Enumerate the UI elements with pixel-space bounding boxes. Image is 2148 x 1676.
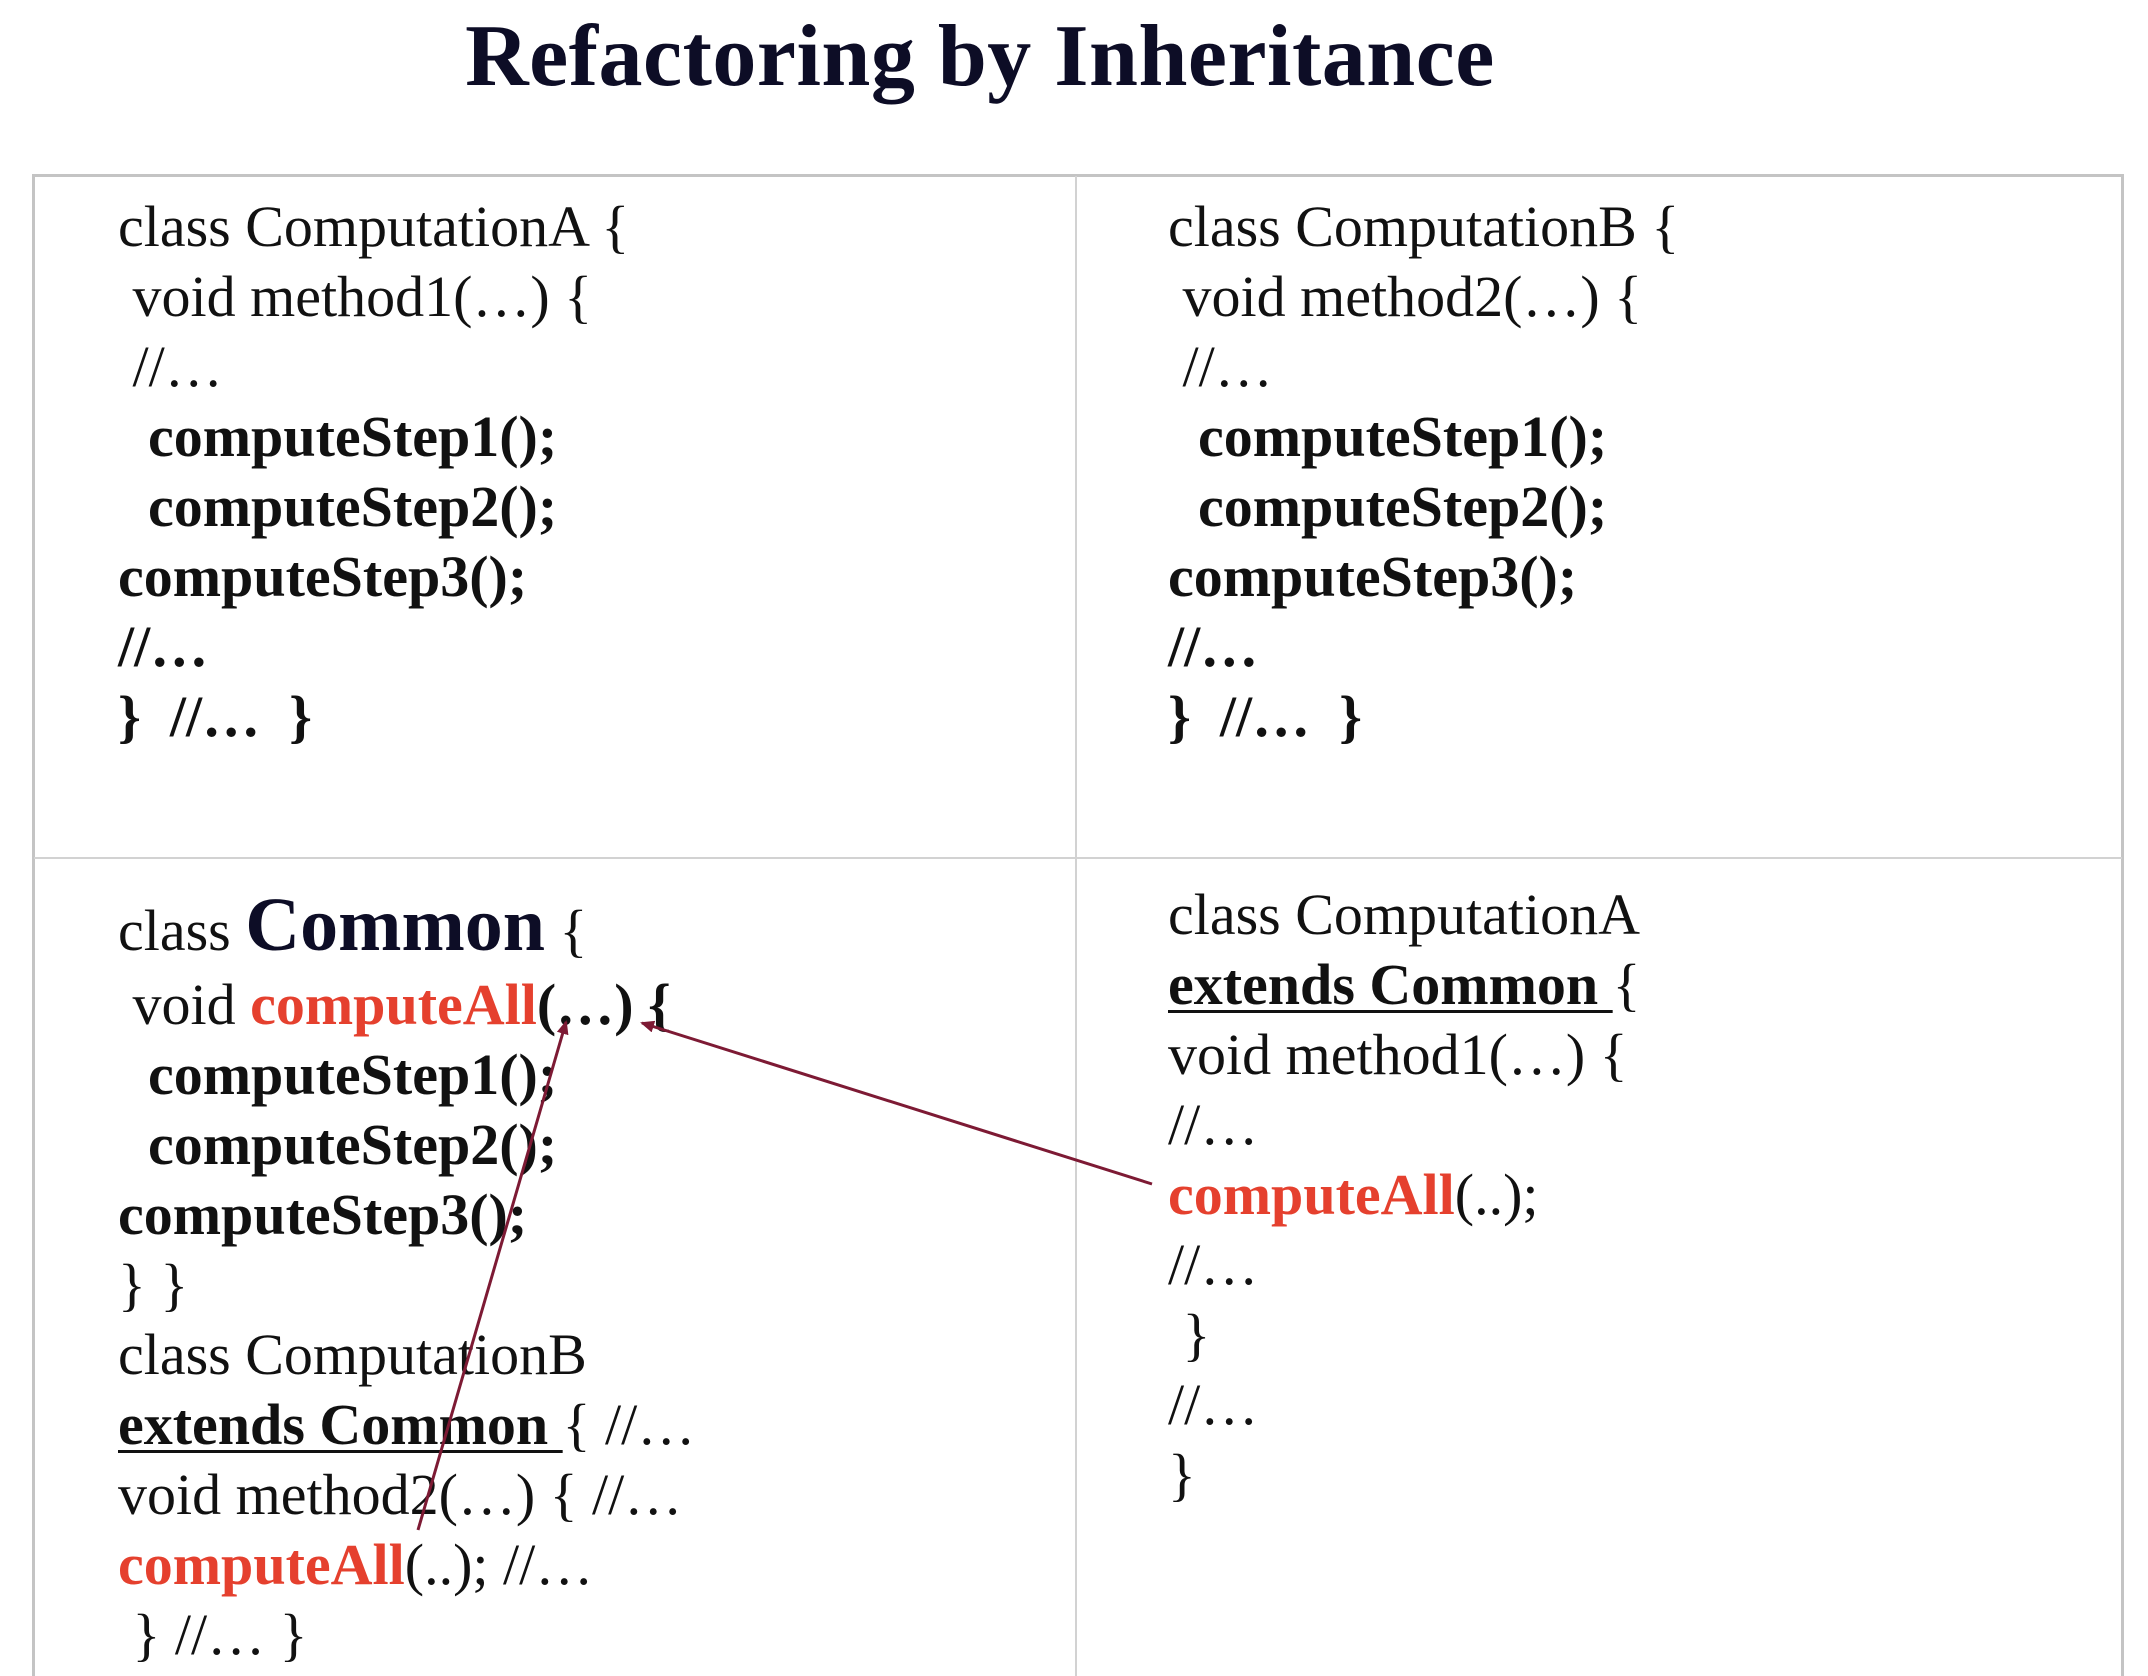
code-line: computeStep1(); [148,1042,558,1107]
code-line: } [1168,1302,1211,1367]
code-line: computeStep1(); [148,404,558,469]
code-line: computeStep3(); [118,1182,528,1247]
code-line: //… [1168,1232,1259,1297]
code-line: void method2(…) { [1168,264,1643,329]
code-rest: { //… [562,1392,696,1457]
arrow-from-computation-a [642,1023,1152,1184]
code-line: class ComputationB [118,1322,587,1387]
compute-all-call-b: computeAll [118,1532,405,1597]
code-line: } } [118,1252,189,1317]
code-line: } [1168,1442,1196,1507]
args: (…) { [536,972,671,1037]
code-line: void method2(…) { //… [118,1462,683,1527]
code-rest: (..); [1454,1162,1539,1227]
code-line: } //… } [118,684,312,749]
code-line: //… [118,334,223,399]
compute-all-definition: computeAll [250,972,537,1037]
code-line: computeStep3(); [118,544,528,609]
extends-common: extends Common [1168,952,1613,1017]
code-line: //… [1168,614,1259,679]
code-line: } //… } [118,1602,308,1667]
code-line: class ComputationB { [1168,194,1680,259]
code-rest: { [1612,952,1641,1017]
code-line: computeStep2(); [1198,474,1608,539]
page-title: Refactoring by Inheritance [465,8,1495,105]
code-line: computeStep2(); [148,474,558,539]
code-rest: (..); //… [404,1532,594,1597]
class-name-common: Common [245,883,546,967]
code-line: class ComputationA [1168,882,1641,947]
compute-all-call-a: computeAll [1168,1162,1455,1227]
arrow-from-computation-b [418,1022,566,1530]
code-line: computeStep3(); [1168,544,1578,609]
keyword: void [118,972,251,1037]
extends-common: extends Common [118,1392,563,1457]
code-line: //… [1168,1092,1259,1157]
code-line: //… [1168,1372,1259,1437]
code-line: void method1(…) { [118,264,593,329]
code-line: } //… } [1168,684,1362,749]
code-line: void method1(…) { [1168,1022,1628,1087]
keyword: class [118,898,246,963]
code-line: //… [1168,334,1273,399]
code-line: computeStep2(); [148,1112,558,1177]
code-line: //… [118,614,209,679]
brace: { [545,898,588,963]
code-line: computeStep1(); [1198,404,1608,469]
code-line: class ComputationA { [118,194,630,259]
